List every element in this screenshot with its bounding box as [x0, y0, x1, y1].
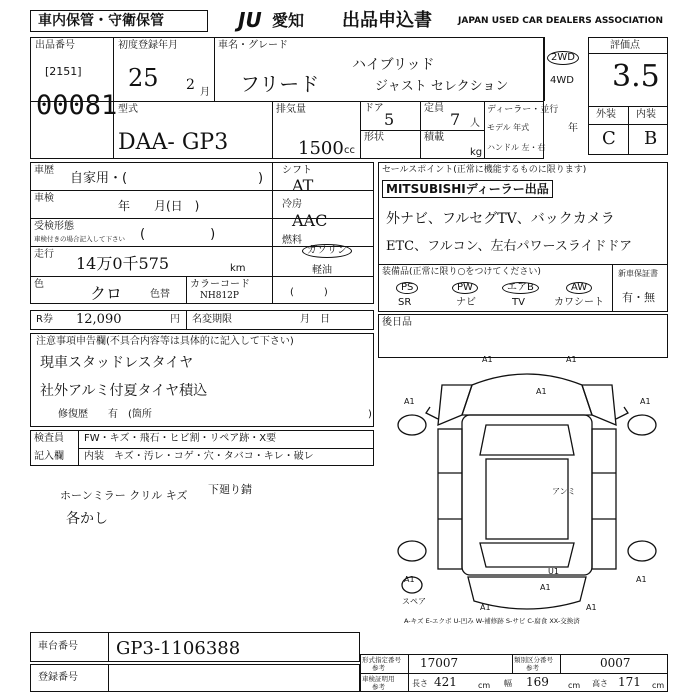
repair-close: )	[368, 409, 372, 420]
vehicle-name: フリード	[240, 72, 320, 96]
damage-a1: A1	[536, 387, 547, 396]
history-close: )	[258, 171, 264, 186]
registration-label: 初度登録年月	[118, 40, 178, 51]
model-year-label: モデル 年式	[487, 123, 530, 132]
grade-line2: ジャスト セレクション	[375, 79, 509, 94]
new-warranty-label: 新車保証書	[618, 269, 658, 278]
receipt-paren: ( )	[140, 227, 216, 242]
fuel-diesel: 軽油	[312, 265, 332, 276]
receipt-note: 車検付きの場合記入して下さい	[34, 235, 125, 243]
cooling-value: AAC	[292, 211, 328, 230]
evaluation-score: 3.5	[612, 59, 660, 94]
damage-u1: U1	[548, 567, 559, 576]
doors-value: 5	[384, 110, 395, 129]
damage-a1: A1	[404, 575, 415, 584]
inspector-label1: 検査員	[34, 433, 64, 444]
repair-label: 修復歴 有 (箇所	[58, 409, 152, 420]
vehicle-name-label: 車名・グレード	[218, 40, 288, 51]
cooling-label: 冷房	[282, 199, 302, 210]
shift-value: AT	[292, 176, 314, 195]
mileage-unit: km	[230, 263, 246, 274]
type-num-value: 17007	[420, 656, 459, 670]
dealer-label: ディーラー・並行	[487, 105, 559, 115]
height-value: 171	[618, 675, 641, 689]
load-label: 積載	[424, 132, 444, 143]
association-name: JAPAN USED CAR DEALERS ASSOCIATION	[458, 16, 663, 26]
registration-year: 25	[128, 64, 159, 92]
damage-a1: A1	[482, 355, 493, 364]
damage-a1: A1	[566, 355, 577, 364]
history-label: 車歴	[34, 165, 54, 176]
registration-row	[30, 664, 360, 692]
mileage-label: 走行	[34, 249, 54, 260]
width-value: 169	[526, 675, 549, 689]
transfer-label: 名変期限	[192, 314, 232, 325]
exterior-label: 外装	[596, 109, 616, 120]
center-label: アンミ	[552, 487, 576, 496]
category-value: 0007	[600, 656, 631, 670]
load-unit: kg	[470, 147, 483, 158]
color-value: クロ	[90, 284, 123, 303]
inspector-row1: FW・キズ・飛石・ヒビ割・リペア跡・X要	[84, 433, 277, 444]
inspection-text: 年 月(日 )	[118, 199, 200, 213]
lot-label: 出品番号	[35, 40, 75, 51]
handle-label: ハンドル 左・右	[487, 143, 546, 152]
spare-label: スペア	[402, 597, 426, 606]
dealer-year-unit: 年	[568, 123, 578, 134]
fuel-paren: ( )	[290, 287, 328, 298]
capacity-label: 定員	[424, 103, 444, 114]
equip-code-0: PS	[396, 282, 418, 294]
interior-score: B	[644, 128, 658, 149]
r-ticket-label: R券	[36, 314, 53, 325]
damage-a1: A1	[480, 603, 491, 612]
ref-label-1: 参考	[372, 664, 385, 672]
rear-box	[378, 314, 668, 358]
equip-name-2: TV	[512, 297, 525, 308]
lot-number: 00081	[36, 90, 118, 121]
color-code-value: NH812P	[200, 291, 239, 301]
mileage-value: 14万0千575	[76, 254, 170, 273]
fuel-label: 燃料	[282, 235, 302, 246]
damage-a1: A1	[404, 397, 415, 406]
transfer-value: 月 日	[300, 314, 330, 325]
ref-label-3: 参考	[372, 683, 385, 691]
r-ticket-unit: 円	[170, 314, 180, 325]
model-label: 型式	[118, 104, 138, 115]
capacity-value: 7	[450, 110, 461, 129]
damage-a1: A1	[636, 575, 647, 584]
notes-line2: 社外アルミ付夏タイヤ積込	[40, 383, 208, 399]
capacity-unit: 人	[470, 118, 480, 129]
damage-a1: A1	[540, 583, 551, 592]
chassis-value: GP3-1106388	[116, 638, 241, 659]
displacement-unit: cc	[344, 145, 355, 156]
storage-text: 車内保管・守衛保管	[38, 13, 164, 29]
width-unit: cm	[568, 681, 581, 690]
notes-line1: 現車スタッドレスタイヤ	[40, 355, 194, 371]
interior-row-label: 内装	[84, 451, 104, 462]
height-label: 高さ	[592, 679, 608, 688]
logo-name: 愛知	[272, 11, 305, 30]
displacement-value: 1500	[298, 138, 344, 159]
height-unit: cm	[652, 681, 665, 690]
sales-points-label: セールスポイント(正常に機能するものに限ります)	[382, 165, 587, 175]
history-value: 自家用・(	[70, 171, 128, 186]
color-label: 色	[34, 279, 44, 290]
exterior-score: C	[602, 128, 616, 149]
damage-a1: A1	[640, 397, 651, 406]
cert-label: 車検証明用	[362, 675, 395, 683]
length-value: 421	[434, 675, 457, 689]
equip-name-3: カワシート	[554, 297, 604, 308]
rear-label: 後日品	[382, 317, 412, 328]
doors-label: ドア	[364, 103, 384, 114]
sales-line1: 外ナビ、フルセグTV、バックカメラ	[386, 211, 615, 227]
length-unit: cm	[478, 681, 491, 690]
equip-code-1: PW	[452, 282, 478, 294]
category-label: 類別区分番号	[514, 656, 553, 664]
shift-label: シフト	[282, 165, 312, 176]
damage-a1: A1	[586, 603, 597, 612]
reg-number-label: 登録番号	[38, 672, 78, 683]
equip-code-3: AW	[566, 282, 592, 294]
dealer-badge: MITSUBISHIディーラー出品	[382, 180, 553, 198]
inspector-hand1: ホーンミラー クリル キズ	[60, 489, 188, 502]
inspector-hand2: 下廻り錆	[208, 483, 252, 496]
equipment-label: 装備品(正常に限り○をつけてください)	[382, 267, 541, 277]
receipt-label: 受検形態	[34, 221, 74, 232]
interior-label: 内装	[636, 109, 656, 120]
inspector-label2: 記入欄	[34, 451, 64, 462]
inspector-row2: キズ・汚レ・コゲ・穴・タバコ・キレ・破レ	[114, 451, 314, 462]
registration-month: 2	[186, 77, 195, 93]
color-code-label: カラーコード	[190, 279, 250, 290]
damage-legend: A-キズ E-エクボ U-凹み W-補修跡 S-サビ C-腐食 XX-交換済	[404, 617, 580, 625]
width-label: 幅	[504, 679, 512, 688]
shape-label: 形状	[364, 132, 384, 143]
chassis-label: 車台番号	[38, 641, 78, 652]
ref-label-2: 参考	[526, 664, 539, 672]
inspection-label: 車検	[34, 193, 54, 204]
car-damage-diagram	[382, 355, 672, 630]
form-title: 出品申込書	[342, 10, 432, 31]
color-change-label: 色替	[150, 289, 170, 300]
drive-4wd: 4WD	[550, 75, 574, 86]
equip-code-2: エアB	[502, 282, 539, 294]
r-ticket-value: 12,090	[76, 312, 122, 327]
warranty-value: 有・無	[622, 291, 655, 304]
displacement-label: 排気量	[276, 104, 306, 115]
equip-name-1: ナビ	[456, 297, 476, 308]
sales-line2: ETC、フルコン、左右パワースライドドア	[386, 239, 633, 254]
type-num-label: 形式指定番号	[362, 656, 401, 664]
inspector-hand3: 各かし	[66, 511, 108, 527]
drive-2wd: 2WD	[547, 51, 579, 65]
logo-mark: JU	[238, 8, 262, 32]
fuel-gas: ガソリン	[302, 244, 352, 258]
grade-line1: ハイブリッド	[352, 57, 435, 73]
notes-label: 注意事項申告欄(不具合内容等は具体的に記入して下さい)	[36, 336, 294, 347]
model-value: DAA- GP3	[118, 130, 229, 155]
registration-month-unit: 月	[200, 87, 210, 98]
length-label: 長さ	[412, 679, 428, 688]
lot-sub-number: [2151]	[45, 65, 82, 78]
evaluation-label: 評価点	[610, 40, 640, 51]
equip-name-0: SR	[398, 297, 412, 308]
